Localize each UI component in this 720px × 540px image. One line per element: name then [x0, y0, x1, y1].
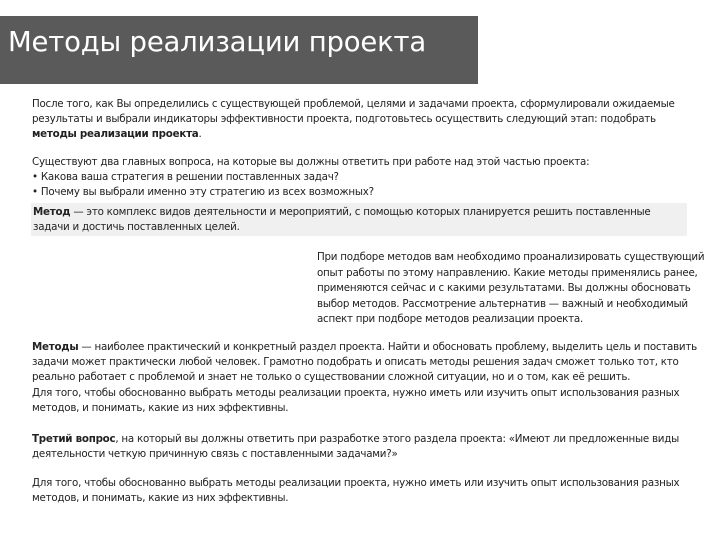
definition-term: Метод [33, 206, 71, 218]
closing-paragraph: Для того, чтобы обоснованно выбрать методы реализации проекта, нужно иметь или изучить опыт использования разных методов, и понимать, какие из них эффективны. [32, 477, 680, 504]
methods-term: Методы [32, 341, 79, 353]
title-bar [0, 16, 478, 84]
definition-paragraph [33, 205, 685, 235]
intro-paragraph [32, 97, 682, 142]
slide-title: Методы реализации проекта [8, 26, 426, 58]
questions-lead: Существуют два главных вопроса, на которые вы должны ответить при работе над этой частью проекта: [32, 156, 590, 168]
methods-text: — наиболее практический и конкретный раздел проекта. Найти и обосновать проблему, выделить цель и поставить задачи может практически любой человек. Грамотно подобрать и описать методы решения задач сможет только тот, кто реально работает с проблемой и знает не только о существовании сложной ситуации, но и о том, как её решить. [32, 341, 697, 384]
intro-text: После того, как Вы определились с существующей проблемой, целями и задачами проекта, сформулировали ожидаемые результаты и выбрали индикаторы эффективности проекта, подготовьтесь осуществить следующий этап: подобрать [32, 98, 675, 125]
intro-emphasis: методы реализации проекта [32, 128, 199, 140]
third-question-paragraph [32, 432, 697, 462]
methods-paragraph [32, 340, 697, 416]
definition-text: — это комплекс видов деятельности и мероприятий, с помощью которых планируется решить поставленные задачи и достичь поставленных целей. [33, 206, 651, 233]
question-item-1: • Какова ваша стратегия в решении поставленных задач? [32, 171, 339, 183]
intro-end: . [198, 128, 202, 140]
methods-main [32, 341, 697, 383]
methods-extra: Для того, чтобы обоснованно выбрать методы реализации проекта, нужно иметь или изучить опыт использования разных методов, и понимать, какие из них эффективны. [32, 386, 680, 414]
third-question-text: , на который вы должны ответить при разработке этого раздела проекта: «Имеют ли предложенные виды деятельности четкую причинную связь с поставленными задачами?» [32, 433, 679, 460]
analysis-paragraph: При подборе методов вам необходимо проанализировать существующий опыт работы по этому направлению. Какие методы применялись ранее, применяются сейчас и с какими результатами. Вы должны обосновать выбор методов. Рассмотрение альтернатив — важный и необходимый аспект при подборе методов реализации проекта. [317, 251, 705, 325]
question-item-2: • Почему вы выбрали именно эту стратегию из всех возможных? [32, 186, 374, 198]
third-question-term: Третий вопрос [32, 433, 116, 445]
questions-block [32, 155, 682, 200]
